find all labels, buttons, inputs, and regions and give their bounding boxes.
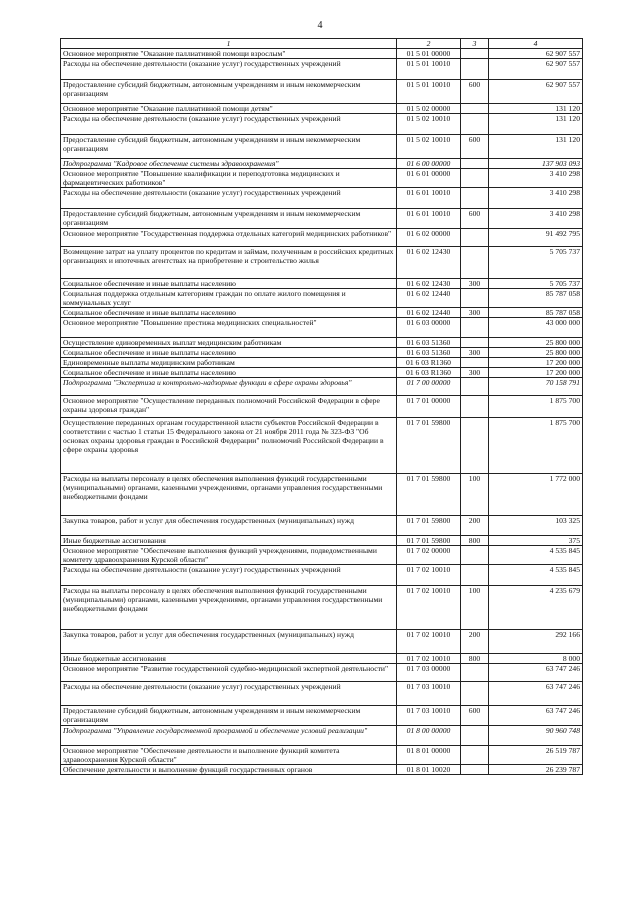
cell-code: 01 5 01 10010 (397, 59, 461, 80)
table-row (61, 546, 583, 565)
cell-code: 01 5 01 00000 (397, 49, 461, 59)
cell-sum: 17 200 000 (489, 358, 583, 368)
cell-sum: 63 747 246 (489, 682, 583, 706)
cell-code: 01 6 03 00000 (397, 318, 461, 338)
cell-sum: 91 492 795 (489, 229, 583, 247)
cell-code: 01 6 01 10010 (397, 209, 461, 229)
cell-name: Иные бюджетные ассигнования (61, 654, 397, 664)
table-row (61, 630, 583, 654)
cell-code: 01 6 02 12430 (397, 247, 461, 279)
cell-sum: 62 907 557 (489, 49, 583, 59)
table-row (61, 279, 583, 289)
cell-name: Подпрограмма "Экспертиза и контрольно-надзорные функции в сфере охраны здоровья" (61, 378, 397, 396)
cell-expense-type: 200 (461, 630, 489, 654)
cell-code: 01 5 02 10010 (397, 135, 461, 159)
cell-name: Основное мероприятие "Оказание паллиативной помощи взрослым" (61, 49, 397, 59)
cell-code: 01 6 01 10010 (397, 188, 461, 209)
table-row (61, 726, 583, 746)
cell-expense-type: 800 (461, 654, 489, 664)
cell-name: Основное мероприятие "Государственная поддержка отдельных категорий медицинских работников" (61, 229, 397, 247)
cell-code: 01 5 02 00000 (397, 104, 461, 114)
cell-expense-type: 200 (461, 516, 489, 536)
table-row (61, 706, 583, 726)
cell-name: Единовременные выплаты медицинским работникам (61, 358, 397, 368)
table-row (61, 765, 583, 775)
cell-name: Закупка товаров, работ и услуг для обеспечения государственных (муниципальных) нужд (61, 516, 397, 536)
cell-code: 01 7 02 10010 (397, 586, 461, 630)
cell-sum: 131 120 (489, 114, 583, 135)
table-row (61, 565, 583, 586)
table-row (61, 746, 583, 765)
cell-name: Предоставление субсидий бюджетным, автономным учреждениям и иным некоммерческим организациям (61, 209, 397, 229)
cell-expense-type: 800 (461, 536, 489, 546)
table-body (61, 49, 583, 775)
header-col-expense-type: 3 (461, 39, 489, 49)
cell-name: Возмещение затрат на уплату процентов по кредитам и займам, полученным в российских кредитных организациях и ипотечных агентствах на приобретение и строительство жилья (61, 247, 397, 279)
table-row (61, 188, 583, 209)
cell-code: 01 7 02 10010 (397, 565, 461, 586)
cell-expense-type: 600 (461, 706, 489, 726)
cell-name: Социальное обеспечение и иные выплаты населению (61, 308, 397, 318)
cell-name: Расходы на обеспечение деятельности (оказание услуг) государственных учреждений (61, 682, 397, 706)
cell-code: 01 5 02 10010 (397, 114, 461, 135)
cell-sum: 17 200 000 (489, 368, 583, 378)
table-row (61, 229, 583, 247)
cell-expense-type (461, 378, 489, 396)
cell-sum: 1 772 000 (489, 474, 583, 516)
cell-code: 01 7 03 10010 (397, 706, 461, 726)
cell-expense-type (461, 247, 489, 279)
table-row (61, 664, 583, 682)
cell-code: 01 6 03 51360 (397, 338, 461, 348)
table-row (61, 247, 583, 279)
cell-expense-type (461, 726, 489, 746)
cell-code: 01 6 03 R1360 (397, 368, 461, 378)
table-row (61, 536, 583, 546)
cell-code: 01 7 01 59800 (397, 516, 461, 536)
table-row (61, 209, 583, 229)
cell-name: Предоставление субсидий бюджетным, автономным учреждениям и иным некоммерческим организациям (61, 80, 397, 104)
cell-name: Расходы на обеспечение деятельности (оказание услуг) государственных учреждений (61, 59, 397, 80)
table-row (61, 338, 583, 348)
cell-expense-type (461, 682, 489, 706)
cell-code: 01 5 01 10010 (397, 80, 461, 104)
cell-expense-type (461, 396, 489, 418)
header-col-code: 2 (397, 39, 461, 49)
table-row (61, 348, 583, 358)
cell-sum: 63 747 246 (489, 664, 583, 682)
cell-name: Социальная поддержка отдельным категориям граждан по оплате жилого помещения и коммунальных услуг (61, 289, 397, 308)
header-col-sum: 4 (489, 39, 583, 49)
cell-name: Основное мероприятие "Обеспечение выполнения функций учреждениями, подведомственными комитету здравоохранения Курской области" (61, 546, 397, 565)
table-row (61, 516, 583, 536)
cell-expense-type: 600 (461, 80, 489, 104)
cell-code: 01 6 02 00000 (397, 229, 461, 247)
cell-expense-type (461, 746, 489, 765)
table-row (61, 474, 583, 516)
cell-sum: 3 410 298 (489, 209, 583, 229)
cell-sum: 85 787 058 (489, 308, 583, 318)
cell-code: 01 6 02 12440 (397, 289, 461, 308)
cell-expense-type: 300 (461, 348, 489, 358)
cell-name: Расходы на обеспечение деятельности (оказание услуг) государственных учреждений (61, 114, 397, 135)
cell-expense-type (461, 318, 489, 338)
cell-sum: 137 903 093 (489, 159, 583, 169)
cell-name: Основное мероприятие "Повышение престижа медицинских специальностей" (61, 318, 397, 338)
cell-name: Основное мероприятие "Осуществление переданных полномочий Российской Федерации в сфере охраны здоровья граждан" (61, 396, 397, 418)
cell-code: 01 8 01 00000 (397, 746, 461, 765)
cell-sum: 63 747 246 (489, 706, 583, 726)
cell-sum: 25 800 000 (489, 348, 583, 358)
cell-code: 01 8 00 00000 (397, 726, 461, 746)
cell-sum: 26 239 787 (489, 765, 583, 775)
cell-sum: 4 535 845 (489, 565, 583, 586)
table-row (61, 169, 583, 188)
table-row (61, 318, 583, 338)
header-col-name: 1 (61, 39, 397, 49)
cell-sum: 103 325 (489, 516, 583, 536)
cell-name: Социальное обеспечение и иные выплаты населению (61, 279, 397, 289)
cell-sum: 131 120 (489, 135, 583, 159)
table-row (61, 654, 583, 664)
cell-code: 01 7 03 00000 (397, 664, 461, 682)
cell-code: 01 7 01 59800 (397, 474, 461, 516)
table-row (61, 308, 583, 318)
cell-expense-type: 100 (461, 474, 489, 516)
cell-sum: 3 410 298 (489, 169, 583, 188)
cell-expense-type: 300 (461, 368, 489, 378)
cell-code: 01 7 02 10010 (397, 630, 461, 654)
cell-code: 01 6 03 51360 (397, 348, 461, 358)
cell-sum: 70 158 791 (489, 378, 583, 396)
cell-code: 01 8 01 10020 (397, 765, 461, 775)
cell-code: 01 6 01 00000 (397, 169, 461, 188)
cell-sum: 90 960 748 (489, 726, 583, 746)
cell-sum: 43 000 000 (489, 318, 583, 338)
cell-expense-type (461, 229, 489, 247)
table-row (61, 114, 583, 135)
cell-sum: 1 875 700 (489, 396, 583, 418)
cell-name: Основное мероприятие "Развитие государственной судебно-медицинской экспертной деятельности" (61, 664, 397, 682)
cell-name: Осуществление единовременных выплат медицинским работникам (61, 338, 397, 348)
cell-name: Закупка товаров, работ и услуг для обеспечения государственных (муниципальных) нужд (61, 630, 397, 654)
cell-name: Подпрограмма "Управление государственной программой и обеспечение условий реализации" (61, 726, 397, 746)
cell-name: Расходы на обеспечение деятельности (оказание услуг) государственных учреждений (61, 565, 397, 586)
cell-sum: 131 120 (489, 104, 583, 114)
cell-sum: 4 235 679 (489, 586, 583, 630)
cell-code: 01 6 00 00000 (397, 159, 461, 169)
cell-expense-type (461, 565, 489, 586)
table-row (61, 396, 583, 418)
cell-code: 01 6 02 12440 (397, 308, 461, 318)
cell-sum: 292 166 (489, 630, 583, 654)
budget-table (60, 38, 583, 775)
cell-expense-type (461, 765, 489, 775)
table-row (61, 159, 583, 169)
cell-code: 01 7 00 00000 (397, 378, 461, 396)
cell-expense-type (461, 358, 489, 368)
cell-expense-type: 100 (461, 586, 489, 630)
cell-expense-type (461, 418, 489, 474)
table-header-row (61, 39, 583, 49)
cell-expense-type (461, 546, 489, 565)
cell-sum: 1 875 700 (489, 418, 583, 474)
cell-name: Иные бюджетные ассигнования (61, 536, 397, 546)
cell-code: 01 7 01 59800 (397, 536, 461, 546)
cell-code: 01 7 02 00000 (397, 546, 461, 565)
cell-sum: 8 000 (489, 654, 583, 664)
cell-code: 01 7 03 10010 (397, 682, 461, 706)
cell-sum: 4 535 845 (489, 546, 583, 565)
cell-expense-type: 600 (461, 209, 489, 229)
cell-name: Расходы на выплаты персоналу в целях обеспечения выполнения функций государственными (муниципальными) органами, казенными учреждениями, органами управления государственными внебюджетными фондами (61, 474, 397, 516)
cell-expense-type (461, 104, 489, 114)
cell-name: Социальное обеспечение и иные выплаты населению (61, 368, 397, 378)
cell-expense-type (461, 664, 489, 682)
cell-sum: 5 705 737 (489, 279, 583, 289)
table-row (61, 289, 583, 308)
cell-sum: 5 705 737 (489, 247, 583, 279)
cell-sum: 62 907 557 (489, 59, 583, 80)
cell-expense-type: 600 (461, 135, 489, 159)
cell-name: Основное мероприятие "Оказание паллиативной помощи детям" (61, 104, 397, 114)
cell-code: 01 6 02 12430 (397, 279, 461, 289)
page-number: 4 (317, 20, 323, 31)
cell-name: Предоставление субсидий бюджетным, автономным учреждениям и иным некоммерческим организациям (61, 135, 397, 159)
table-row (61, 378, 583, 396)
table-row (61, 80, 583, 104)
cell-sum: 85 787 058 (489, 289, 583, 308)
cell-expense-type (461, 338, 489, 348)
table-row (61, 586, 583, 630)
cell-name: Предоставление субсидий бюджетным, автономным учреждениям и иным некоммерческим организациям (61, 706, 397, 726)
table-row (61, 368, 583, 378)
cell-expense-type: 300 (461, 279, 489, 289)
table-row (61, 418, 583, 474)
table-row (61, 682, 583, 706)
cell-expense-type (461, 289, 489, 308)
cell-code: 01 7 02 10010 (397, 654, 461, 664)
cell-sum: 3 410 298 (489, 188, 583, 209)
cell-sum: 25 800 000 (489, 338, 583, 348)
cell-code: 01 6 03 R1360 (397, 358, 461, 368)
cell-name: Подпрограмма "Кадровое обеспечение системы здравоохранения" (61, 159, 397, 169)
cell-expense-type (461, 169, 489, 188)
cell-name: Осуществление переданных органам государственной власти субъектов Российской Федерации в соответствии с частью 1 статьи 15 Федерального закона от 21 ноября 2011 года № 323-ФЗ "Об основах охраны здоровья граждан в Российской Федерации" полномочий Российской Федерации в сфере охраны здоровья (61, 418, 397, 474)
cell-name: Основное мероприятие "Обеспечение деятельности и выполнение функций комитета здравоохранения Курской области" (61, 746, 397, 765)
cell-code: 01 7 01 00000 (397, 396, 461, 418)
cell-sum: 375 (489, 536, 583, 546)
cell-expense-type (461, 188, 489, 209)
table-row (61, 135, 583, 159)
cell-sum: 62 907 557 (489, 80, 583, 104)
cell-expense-type: 300 (461, 308, 489, 318)
cell-sum: 26 519 787 (489, 746, 583, 765)
cell-name: Основное мероприятие "Повышение квалификации и переподготовка медицинских и фармацевтических работников" (61, 169, 397, 188)
cell-code: 01 7 01 59800 (397, 418, 461, 474)
table-row (61, 104, 583, 114)
cell-expense-type (461, 159, 489, 169)
cell-expense-type (461, 114, 489, 135)
cell-expense-type (461, 49, 489, 59)
table-row (61, 358, 583, 368)
cell-name: Обеспечение деятельности и выполнение функций государственных органов (61, 765, 397, 775)
table-row (61, 59, 583, 80)
table-row (61, 49, 583, 59)
cell-name: Социальное обеспечение и иные выплаты населению (61, 348, 397, 358)
cell-name: Расходы на обеспечение деятельности (оказание услуг) государственных учреждений (61, 188, 397, 209)
cell-name: Расходы на выплаты персоналу в целях обеспечения выполнения функций государственными (муниципальными) органами, казенными учреждениями, органами управления государственными внебюджетными фондами (61, 586, 397, 630)
cell-expense-type (461, 59, 489, 80)
